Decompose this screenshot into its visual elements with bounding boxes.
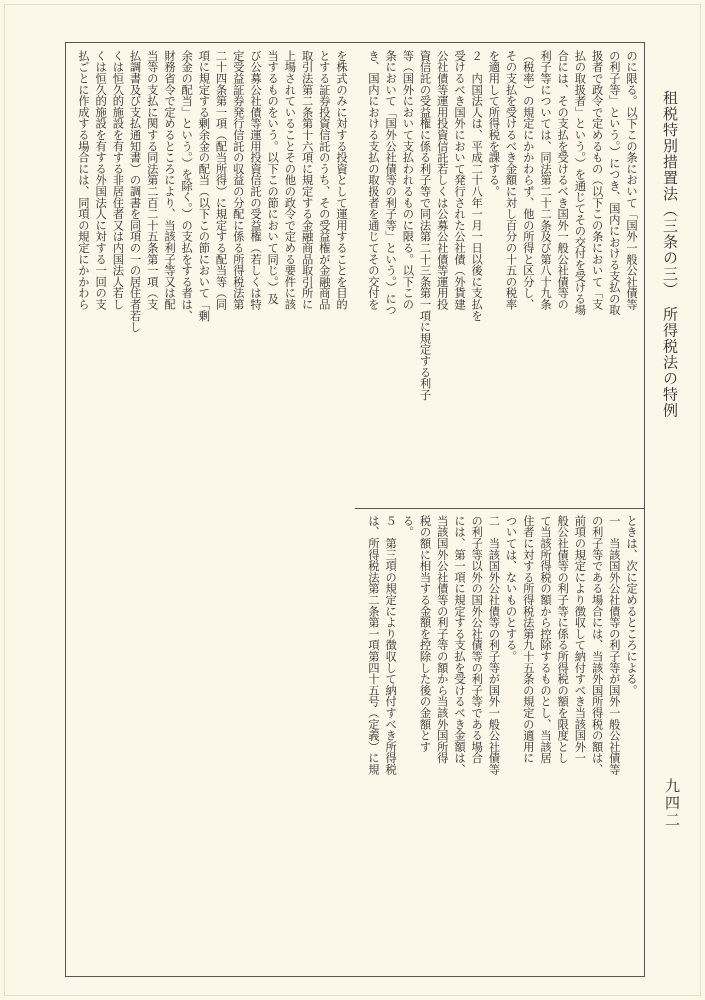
- text-line: くは恒久的施設を有する非居住者又は内国法人若し: [111, 50, 125, 310]
- text-line: 二 当該国外公社債等の利子等が国外一般公社債等: [487, 515, 501, 775]
- text-line: を株式のみに対する投資として運用することを目的: [335, 50, 348, 310]
- text-line: 余金の配当」という。）を除く。）の支払をする者は、: [180, 50, 194, 322]
- text-line: ２ 内国法人は、平成二十八年一月一日以後に支払を: [470, 50, 484, 322]
- text-line: の利子等」という。）につき、国内における支払の取: [607, 50, 621, 316]
- text-block-top-right: [362, 50, 640, 502]
- text-line: 定受益証券発行信託の収益の分配に係る所得税法第: [231, 50, 245, 310]
- text-line: とする証券投資信託のうち、その受益権が金融商品: [317, 50, 331, 310]
- text-line: ５ 第三項の規定により徴収して納付すべき所得税: [384, 515, 398, 775]
- frame-divider-middle: [355, 508, 645, 509]
- text-line: 住者に対する所得税法第九十五条の規定の適用に: [521, 515, 535, 764]
- text-line: 取引法第二条第十六項に規定する金融商品取引所に: [300, 50, 314, 310]
- text-line: ついては、ないものとする。: [504, 515, 518, 662]
- text-line: （税率）の規定にかかわらず、他の所得と区分し、: [521, 50, 535, 310]
- text-line: 項に規定する剰余金の配当（以下この節において「剰: [197, 50, 211, 322]
- text-line: 等（国外において支払われるものに限る。以下この: [401, 50, 415, 310]
- text-line: 上場されていることその他の政令で定める要件に該: [283, 50, 297, 310]
- text-block-bottom-right: [362, 515, 640, 970]
- text-line: 条において「国外公社債等の利子等」という。）につ: [384, 50, 398, 316]
- text-line: 公社債等運用投資信託若しくは公募公社債等運用投: [435, 50, 449, 310]
- text-line: 利子等については、同法第二十二条及び第八十九条: [538, 50, 552, 310]
- text-line: 税の額に相当する金額を控除した後の金額とす: [418, 515, 432, 753]
- text-line: 払調書及び支払通知書）の調書を同項の一の居住者若し: [128, 50, 142, 333]
- text-line: 受けるべき国外において発行された公社債（外貨建: [452, 50, 466, 310]
- text-line: 二十四条第一項（配当所得）に規定する配当等（同: [214, 50, 228, 310]
- text-line: ときは、次に定めるところによる。: [625, 515, 638, 696]
- text-line: て当該所得税の額から控除するものとし、当該居: [538, 515, 552, 764]
- text-line: 合には、その支払を受けるべき国外一般公社債等の: [556, 50, 570, 310]
- text-line: 財務省令で定めるところにより、当該利子等又は配: [162, 50, 176, 310]
- text-line: 当等の支払に関する同法第二百二十五条第一項（支: [145, 50, 159, 310]
- text-line: 払ごとに作成する場合には、同項の規定にかかわら: [76, 50, 90, 310]
- text-line: る。: [401, 515, 415, 538]
- text-line: には、第一項に規定する支払を受けるべき金額は、: [452, 515, 466, 775]
- text-line: を適用して所得税を課する。: [487, 50, 501, 197]
- text-line: き、国内における支払の取扱者を通じてその交付を: [366, 50, 380, 310]
- text-line: 資信託の受益権に係る利子等で同法第二十三条第一項に規定する利子: [418, 50, 432, 401]
- text-line: その支払を受けるべき金額に対し百分の十五の税率: [504, 50, 518, 310]
- text-line: 一 当該国外公社債等の利子等が国外一般公社債等: [607, 515, 621, 775]
- text-block-left: [72, 50, 350, 970]
- text-line: 前項の規定により徴収して納付すべき当該国外一: [573, 515, 587, 764]
- text-line: [72, 50, 75, 970]
- running-header-title: 租税特別措置法（三条の三） 所得税法の特例: [661, 90, 679, 419]
- text-line: 扱者で政令で定めるもの（以下この条において「支: [590, 50, 604, 310]
- text-line: [362, 515, 365, 970]
- text-line: の利子等である場合には、当該外国所得税の額は、: [590, 515, 604, 775]
- page-number: 九四二: [663, 778, 681, 829]
- text-line: のに限る。以下この条において「国外一般公社債等: [625, 50, 638, 310]
- text-line: は、所得税法第二条第一項第四十五号（定義）に規: [366, 515, 380, 775]
- text-line: の利子等以外の国外公社債等の利子等である場合: [470, 515, 484, 764]
- text-line: [362, 50, 365, 502]
- text-line: 当該国外公社債等の利子等の額から当該外国所得: [435, 515, 449, 764]
- text-line: 般公社債等の利子等に係る所得税の額を限度とし: [556, 515, 570, 764]
- text-line: び公募公社債等運用投資信託の受益権（若しくは特: [248, 50, 262, 310]
- text-line: 当するものをいう。以下この節において同じ。）及: [266, 50, 280, 305]
- text-line: くは恒久的施設を有する外国法人に対する一回の支: [94, 50, 108, 310]
- text-line: 払の取扱者」という。）を通じてその交付を受ける場: [573, 50, 587, 316]
